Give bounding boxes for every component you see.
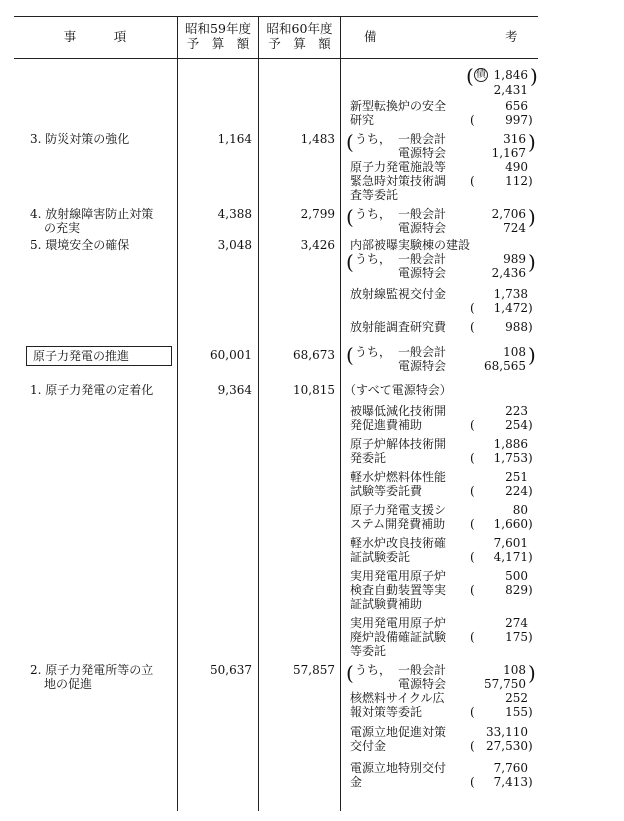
prev-close-paren: ) [528,484,533,498]
row-disaster-general: 一般会計 [398,132,447,146]
row-disaster-sub-line3: 査等委託 [350,188,399,202]
establish-item3-line2: 試験等委託費 [350,484,423,498]
row-siting-power-amt: 57,750 [484,677,526,691]
row-disaster-label: 3. 防災対策の強化 [30,132,130,146]
close-paren: ) [528,250,536,274]
establish-item4-line2: ステム開発費補助 [350,517,446,531]
col-divider-3 [340,16,341,811]
establish-item7-line1: 実用発電用原子炉 [350,616,447,630]
row-siting-label-2: 地の促進 [44,677,93,691]
row-environment-item2-prev: 988 [505,320,528,334]
establish-item5-amt: 7,601 [493,536,528,550]
row-radiation-label-1: 4. 放射線障害防止対策 [30,207,154,221]
prev-close-paren: ) [528,775,533,789]
row-disaster-sub-amt: 490 [505,160,528,174]
siting-item2-line1: 電源立地促進対策 [350,725,447,739]
establish-item5-prev: 4,171 [493,550,528,564]
row-promotion-power-amt: 68,565 [484,359,526,373]
establish-item1-line2: 発促進費補助 [350,418,423,432]
row-disaster-sub-prev: 112 [505,174,528,188]
prev-open-paren: ( [470,550,475,564]
siting-item2-line2: 交付金 [350,739,387,753]
prev-open-paren: ( [470,484,475,498]
table-top-rule [14,16,538,17]
row-environment-power-amt: 2,436 [491,266,526,280]
prev-close-paren: ) [528,320,533,334]
establish-item3-prev: 224 [505,484,528,498]
pre-remark-prev: 997 [505,113,528,127]
row-disaster-fy60: 1,483 [300,132,335,146]
open-paren: ( [346,205,354,229]
row-environment-uchi: うち， [355,252,392,266]
row-promotion-general-amt: 108 [503,345,526,359]
row-disaster-uchi: うち， [355,132,392,146]
establish-item1-amt: 223 [505,404,528,418]
establish-item4-amt: 80 [512,503,528,517]
open-paren: ( [346,661,354,685]
establish-item4-prev: 1,660 [493,517,528,531]
row-siting-fy60: 57,857 [293,663,335,677]
establish-item6-amt: 500 [505,569,528,583]
prev-open-paren: ( [470,320,475,334]
row-promotion-label: 原子力発電の推進 [26,346,172,366]
header-fy59-line2: 予 算 額 [186,36,250,51]
col-divider-2 [258,16,259,811]
row-establish-label: 1. 原子力発電の定着化 [30,383,154,397]
row-environment-power: 電源特会 [398,266,447,280]
row-radiation-power-amt: 724 [503,221,526,235]
row-siting-fy59: 50,637 [210,663,252,677]
row-environment-general: 一般会計 [398,252,447,266]
header-remarks-right: 考 [505,29,518,44]
prev-close-paren: ) [528,418,533,432]
siting-item2-prev: 27,530 [486,739,528,753]
debt-mark-icon: 債 [476,69,486,80]
prev-open-paren: ( [470,418,475,432]
row-establish-fy60: 10,815 [293,383,335,397]
establish-item2-amt: 1,886 [493,437,528,451]
row-siting-general: 一般会計 [398,663,447,677]
header-bottom-rule [14,58,538,59]
row-establish-note: （すべて電源特会） [344,383,452,397]
establish-item2-line1: 原子炉解体技術開 [350,437,447,451]
establish-item5-line1: 軽水炉改良技術確 [350,536,447,550]
establish-item3-line1: 軽水炉燃料体性能 [350,470,447,484]
row-radiation-fy60: 2,799 [300,207,335,221]
row-radiation-general-amt: 2,706 [491,207,526,221]
row-disaster-power: 電源特会 [398,146,447,160]
prev-open-paren: ( [470,705,475,719]
prev-open-paren: ( [470,301,475,315]
prev-open-paren: ( [470,739,475,753]
establish-item1-line1: 被曝低減化技術開 [350,404,447,418]
open-paren: ( [346,130,354,154]
siting-item1-line1: 核燃料サイクル広 [350,691,445,705]
row-promotion-fy60: 68,673 [293,348,335,362]
row-environment-item2-name: 放射能調査研究費 [350,320,447,334]
row-siting-uchi: うち， [355,663,392,677]
open-paren: ( [466,64,474,88]
siting-item3-line2: 金 [350,775,363,789]
header-fy59-line1: 昭和59年度 [185,21,251,36]
row-radiation-label-2: の充実 [44,221,81,235]
siting-item1-amt: 252 [505,691,528,705]
row-promotion-fy59: 60,001 [210,348,252,362]
establish-item6-line2: 検査自動装置等実 [350,583,447,597]
establish-item2-prev: 1,753 [493,451,528,465]
row-environment-item1-name: 放射線監視交付金 [350,287,447,301]
close-paren: ) [528,661,536,685]
prev-close-paren: ) [528,630,533,644]
row-environment-item1-amt: 1,738 [493,287,528,301]
prev-close-paren: ) [528,550,533,564]
prev-open-paren: ( [470,113,475,127]
siting-item1-line2: 報対策等委託 [350,705,423,719]
row-radiation-power: 電源特会 [398,221,447,235]
establish-item4-line1: 原子力発電支援シ [350,503,447,517]
close-paren: ) [528,130,536,154]
establish-item7-line3: 等委託 [350,644,387,658]
row-establish-fy59: 9,364 [217,383,252,397]
establish-item5-line2: 証試験委託 [350,550,411,564]
siting-item3-line1: 電源立地特別交付 [350,761,447,775]
close-paren: ) [530,64,538,88]
row-environment-general-amt: 989 [503,252,526,266]
open-paren: ( [346,250,354,274]
row-siting-general-amt: 108 [503,663,526,677]
header-remarks-left: 備 [364,29,377,44]
prev-open-paren: ( [470,583,475,597]
establish-item3-amt: 251 [505,470,528,484]
row-environment-line: 内部被曝実験棟の建設 [350,238,471,252]
siting-item2-amt: 33,110 [486,725,528,739]
row-environment-fy59: 3,048 [217,238,252,252]
row-promotion-general: 一般会計 [398,345,447,359]
prev-close-paren: ) [528,739,533,753]
close-paren: ) [528,205,536,229]
pre-remark-amount: 656 [505,99,528,113]
header-item: 事 項 [63,29,127,44]
prev-open-paren: ( [470,630,475,644]
establish-item2-line2: 発委託 [350,451,387,465]
establish-item6-line1: 実用発電用原子炉 [350,569,447,583]
prev-open-paren: ( [470,517,475,531]
top-remark-value-2: 2,431 [493,83,528,97]
row-radiation-uchi: うち， [355,207,392,221]
row-disaster-fy59: 1,164 [217,132,252,146]
close-paren: ) [528,343,536,367]
prev-close-paren: ) [528,113,533,127]
prev-open-paren: ( [470,775,475,789]
row-environment-item1-prev: 1,472 [493,301,528,315]
siting-item3-amt: 7,760 [493,761,528,775]
prev-close-paren: ) [528,451,533,465]
establish-item6-line3: 証試験費補助 [350,597,423,611]
pre-remark-line1: 新型転換炉の安全 [350,99,447,113]
establish-item7-amt: 274 [505,616,528,630]
establish-item7-line2: 廃炉設備確証試験 [350,630,447,644]
row-disaster-general-amt: 316 [503,132,526,146]
prev-open-paren: ( [470,451,475,465]
prev-close-paren: ) [528,301,533,315]
pre-remark-line2: 研究 [350,113,375,127]
header-fy60-line1: 昭和60年度 [266,21,333,36]
row-radiation-general: 一般会計 [398,207,447,221]
establish-item7-prev: 175 [505,630,528,644]
prev-open-paren: ( [470,174,475,188]
row-disaster-power-amt: 1,167 [491,146,526,160]
row-siting-power: 電源特会 [398,677,447,691]
establish-item6-prev: 829 [505,583,528,597]
col-divider-1 [177,16,178,811]
row-promotion-uchi: うち， [355,345,392,359]
prev-close-paren: ) [528,583,533,597]
row-disaster-sub-line2: 緊急時対策技術調 [350,174,447,188]
header-fy60-line2: 予 算 額 [268,36,331,51]
prev-close-paren: ) [528,705,533,719]
row-environment-label: 5. 環境安全の確保 [30,238,130,252]
row-environment-fy60: 3,426 [300,238,335,252]
row-radiation-fy59: 4,388 [217,207,252,221]
row-siting-label-1: 2. 原子力発電所等の立 [30,663,154,677]
prev-close-paren: ) [528,517,533,531]
row-promotion-power: 電源特会 [398,359,447,373]
siting-item3-prev: 7,413 [493,775,528,789]
prev-close-paren: ) [528,174,533,188]
siting-item1-prev: 155 [505,705,528,719]
top-remark-value-1: 1,846 [493,68,528,82]
establish-item1-prev: 254 [505,418,528,432]
row-disaster-sub-line1: 原子力発電施設等 [350,160,447,174]
open-paren: ( [346,343,354,367]
